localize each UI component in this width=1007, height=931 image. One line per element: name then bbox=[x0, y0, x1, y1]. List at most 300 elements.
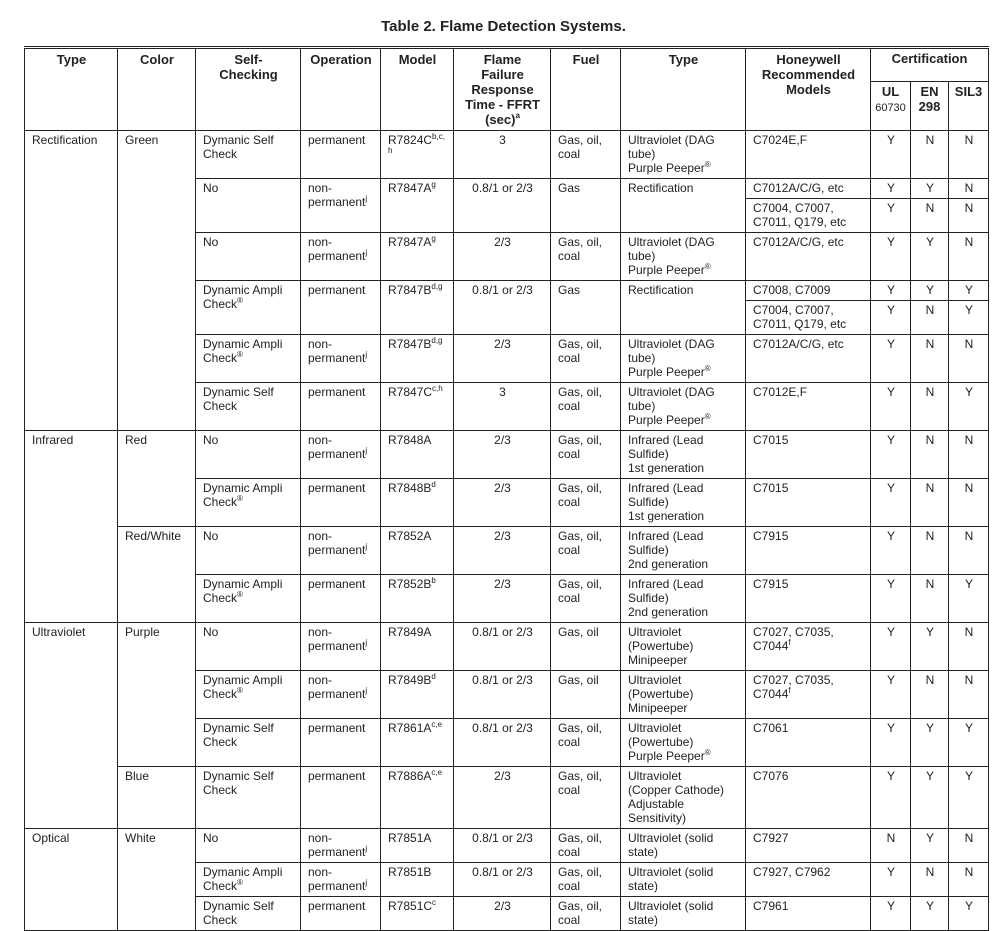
cert-sil3 bbox=[949, 897, 989, 931]
detector-type-text: Ultraviolet (Powertube) Minipeeper bbox=[628, 625, 694, 667]
self-checking-text: Dynamic Ampli Check bbox=[203, 337, 283, 365]
detector-type-text: Ultraviolet (solid state) bbox=[628, 865, 714, 893]
cert-sil3 bbox=[949, 767, 989, 829]
cert-ul-text: Y bbox=[886, 201, 895, 215]
operation-footnote: j bbox=[365, 844, 368, 853]
operation-text: permanent bbox=[308, 721, 366, 735]
sensor-type-text: Rectification bbox=[32, 133, 98, 147]
detector-type bbox=[621, 383, 746, 431]
honeywell-models-text: C7027, C7035, C7044 bbox=[753, 673, 834, 701]
table-row bbox=[25, 767, 989, 829]
model-text: R7852B bbox=[388, 577, 432, 591]
detector-type bbox=[621, 623, 746, 671]
honeywell-models bbox=[746, 335, 871, 383]
ffrt-text: 0.8/1 or 2/3 bbox=[472, 865, 533, 879]
fuel-text: Gas, oil bbox=[558, 673, 599, 687]
honeywell-models-text: C7012A/C/G, etc bbox=[753, 235, 844, 249]
model-text: R7847B bbox=[388, 283, 432, 297]
self-checking-footnote: ® bbox=[237, 686, 243, 695]
honeywell-models bbox=[746, 671, 871, 719]
detector-type-text: Ultraviolet (solid state) bbox=[628, 899, 714, 927]
honeywell-models bbox=[746, 479, 871, 527]
fuel bbox=[551, 527, 621, 575]
fuel-text: Gas, oil, coal bbox=[558, 529, 603, 557]
operation-text: permanent bbox=[308, 385, 366, 399]
honeywell-models-text: C7015 bbox=[753, 481, 789, 495]
self-checking-text: Dymanic Self Check bbox=[203, 133, 274, 161]
cert-en298-text: Y bbox=[925, 283, 934, 297]
detector-type-footnote: ® bbox=[704, 748, 711, 757]
self-checking-text: No bbox=[203, 235, 219, 249]
cert-en298-text: Y bbox=[925, 235, 934, 249]
cert-ul-text: Y bbox=[886, 577, 895, 591]
model bbox=[381, 575, 454, 623]
honeywell-models bbox=[746, 863, 871, 897]
cert-ul-text: Y bbox=[886, 721, 895, 735]
fuel-text: Gas, oil, coal bbox=[558, 831, 603, 859]
detector-type bbox=[621, 897, 746, 931]
table-row bbox=[25, 829, 989, 863]
model bbox=[381, 623, 454, 671]
honeywell-models-text: C7915 bbox=[753, 529, 789, 543]
cert-ul bbox=[871, 179, 911, 199]
operation bbox=[301, 719, 381, 767]
cert-ul-text: N bbox=[886, 831, 896, 845]
operation-footnote: j bbox=[365, 248, 368, 257]
cert-en298-text: N bbox=[925, 433, 935, 447]
cert-en298-text: N bbox=[925, 577, 935, 591]
header-ul-standard: 60730 bbox=[875, 102, 906, 114]
self-checking-text: Dynamic Ampli Check bbox=[203, 283, 283, 311]
table-row bbox=[25, 431, 989, 479]
cert-sil3-text: Y bbox=[965, 899, 974, 913]
self-checking-text: Dynamic Self Check bbox=[203, 385, 274, 413]
detector-type bbox=[621, 131, 746, 179]
model-footnote: d bbox=[431, 480, 436, 489]
cert-sil3-text: Y bbox=[965, 721, 974, 735]
detector-type-text: Ultraviolet (DAG tube) Purple Peeper bbox=[628, 235, 715, 277]
cert-ul bbox=[871, 767, 911, 829]
operation-text: permanent bbox=[308, 481, 366, 495]
operation bbox=[301, 527, 381, 575]
model-text: R7851C bbox=[388, 899, 433, 913]
header-model: Model bbox=[381, 48, 454, 131]
cert-ul-text: Y bbox=[886, 385, 895, 399]
detector-type bbox=[621, 281, 746, 335]
cert-ul-text: Y bbox=[886, 899, 895, 913]
cert-en298 bbox=[911, 767, 949, 829]
ffrt bbox=[454, 233, 551, 281]
cert-sil3 bbox=[949, 179, 989, 199]
fuel bbox=[551, 431, 621, 479]
cert-en298 bbox=[911, 829, 949, 863]
operation-footnote: j bbox=[365, 542, 368, 551]
cert-ul bbox=[871, 897, 911, 931]
header-type-detail: Type bbox=[621, 48, 746, 131]
model-footnote: b,c,h bbox=[388, 132, 445, 155]
cert-en298-text: N bbox=[925, 673, 935, 687]
fuel bbox=[551, 767, 621, 829]
model bbox=[381, 233, 454, 281]
model-text: R7849B bbox=[388, 673, 432, 687]
cert-sil3 bbox=[949, 301, 989, 335]
sensor-color-text: Green bbox=[125, 133, 159, 147]
cert-sil3-text: N bbox=[964, 337, 974, 351]
operation-footnote: j bbox=[365, 686, 368, 695]
header-ffrt-text: Flame Failure Response Time - FFRT (sec) bbox=[465, 52, 540, 127]
cert-sil3 bbox=[949, 575, 989, 623]
detector-type bbox=[621, 719, 746, 767]
ffrt bbox=[454, 479, 551, 527]
honeywell-models bbox=[746, 897, 871, 931]
operation-text: permanent bbox=[308, 283, 366, 297]
cert-ul bbox=[871, 527, 911, 575]
cert-en298 bbox=[911, 301, 949, 335]
self-checking bbox=[196, 897, 301, 931]
header-ul-label: UL bbox=[881, 84, 900, 99]
operation bbox=[301, 623, 381, 671]
fuel bbox=[551, 829, 621, 863]
fuel bbox=[551, 383, 621, 431]
cert-ul-text: Y bbox=[886, 769, 895, 783]
cert-ul bbox=[871, 431, 911, 479]
table-title: Table 2. Flame Detection Systems. bbox=[381, 18, 626, 35]
sensor-color-text: Red bbox=[125, 433, 148, 447]
model-footnote: b bbox=[431, 576, 436, 585]
ffrt bbox=[454, 179, 551, 233]
cert-en298-text: Y bbox=[925, 181, 934, 195]
self-checking bbox=[196, 233, 301, 281]
cert-ul-text: Y bbox=[886, 865, 895, 879]
model-text: R7847A bbox=[388, 181, 432, 195]
cert-sil3-text: N bbox=[964, 625, 974, 639]
header-type: Type bbox=[25, 48, 118, 131]
cert-en298-text: N bbox=[925, 133, 935, 147]
self-checking-footnote: ® bbox=[237, 590, 243, 599]
fuel-text: Gas, oil, coal bbox=[558, 481, 603, 509]
cert-ul-text: Y bbox=[886, 235, 895, 249]
detector-type bbox=[621, 767, 746, 829]
self-checking-footnote: ® bbox=[237, 296, 243, 305]
fuel bbox=[551, 233, 621, 281]
detector-type bbox=[621, 335, 746, 383]
sensor-color bbox=[118, 767, 196, 829]
cert-ul-text: Y bbox=[886, 625, 895, 639]
operation-text: non-permanent bbox=[308, 831, 366, 859]
cert-ul bbox=[871, 829, 911, 863]
cert-en298-text: N bbox=[925, 481, 935, 495]
operation-text: non-permanent bbox=[308, 337, 366, 365]
model bbox=[381, 527, 454, 575]
honeywell-models-text: C7076 bbox=[753, 769, 789, 783]
cert-sil3-text: Y bbox=[965, 769, 974, 783]
self-checking-footnote: ® bbox=[237, 878, 243, 887]
honeywell-models bbox=[746, 281, 871, 301]
model-text: R7852A bbox=[388, 529, 432, 543]
sensor-color-text: White bbox=[125, 831, 156, 845]
operation-text: permanent bbox=[308, 769, 366, 783]
ffrt bbox=[454, 829, 551, 863]
ffrt bbox=[454, 671, 551, 719]
cert-en298 bbox=[911, 431, 949, 479]
self-checking-text: Dymanic Ampli Check bbox=[203, 865, 283, 893]
cert-en298-text: Y bbox=[925, 721, 934, 735]
cert-sil3-text: N bbox=[964, 481, 974, 495]
cert-sil3 bbox=[949, 335, 989, 383]
ffrt-text: 3 bbox=[499, 133, 506, 147]
header-ffrt bbox=[454, 48, 551, 131]
honeywell-models-text: C7915 bbox=[753, 577, 789, 591]
ffrt bbox=[454, 527, 551, 575]
sensor-type bbox=[25, 431, 118, 623]
operation-footnote: j bbox=[365, 638, 368, 647]
self-checking bbox=[196, 431, 301, 479]
ffrt bbox=[454, 897, 551, 931]
self-checking bbox=[196, 575, 301, 623]
cert-en298 bbox=[911, 281, 949, 301]
self-checking-footnote: ® bbox=[237, 350, 243, 359]
operation-footnote: j bbox=[365, 194, 368, 203]
ffrt bbox=[454, 575, 551, 623]
operation-footnote: j bbox=[365, 350, 368, 359]
detector-type bbox=[621, 527, 746, 575]
fuel-text: Gas, oil, coal bbox=[558, 899, 603, 927]
honeywell-models bbox=[746, 431, 871, 479]
header-fuel: Fuel bbox=[551, 48, 621, 131]
operation-text: non-permanent bbox=[308, 181, 366, 209]
honeywell-models bbox=[746, 383, 871, 431]
model-footnote: c bbox=[432, 898, 437, 907]
model bbox=[381, 335, 454, 383]
honeywell-models bbox=[746, 527, 871, 575]
cert-sil3 bbox=[949, 431, 989, 479]
cert-ul bbox=[871, 233, 911, 281]
model-text: R7851B bbox=[388, 865, 432, 879]
detector-type-text: Infrared (Lead Sulfide) 2nd generation bbox=[628, 529, 709, 571]
fuel bbox=[551, 863, 621, 897]
fuel bbox=[551, 335, 621, 383]
fuel-text: Gas, oil, coal bbox=[558, 577, 603, 605]
table-row bbox=[25, 527, 989, 575]
cert-en298 bbox=[911, 575, 949, 623]
operation-text: non-permanent bbox=[308, 625, 366, 653]
cert-ul bbox=[871, 719, 911, 767]
fuel bbox=[551, 281, 621, 335]
cert-sil3 bbox=[949, 131, 989, 179]
detector-type-footnote: ® bbox=[704, 160, 711, 169]
ffrt-text: 0.8/1 or 2/3 bbox=[472, 625, 533, 639]
detector-type bbox=[621, 179, 746, 233]
cert-ul bbox=[871, 383, 911, 431]
operation-text: non-permanent bbox=[308, 673, 366, 701]
self-checking-text: No bbox=[203, 625, 219, 639]
detector-type-text: Infrared (Lead Sulfide) 1st generation bbox=[628, 433, 705, 475]
table-row bbox=[25, 131, 989, 179]
self-checking-text: No bbox=[203, 181, 219, 195]
cert-ul bbox=[871, 301, 911, 335]
self-checking bbox=[196, 623, 301, 671]
detector-type bbox=[621, 575, 746, 623]
self-checking bbox=[196, 767, 301, 829]
detector-type bbox=[621, 479, 746, 527]
flame-detection-table bbox=[24, 46, 989, 931]
honeywell-models-text: C7012A/C/G, etc bbox=[753, 181, 844, 195]
honeywell-models-text: C7027, C7035, C7044 bbox=[753, 625, 834, 653]
honeywell-models-footnote: f bbox=[788, 686, 791, 695]
cert-sil3-text: N bbox=[964, 831, 974, 845]
honeywell-models-text: C7008, C7009 bbox=[753, 283, 831, 297]
cert-sil3 bbox=[949, 829, 989, 863]
header-honeywell-models: Honeywell Recommended Models bbox=[746, 48, 871, 131]
ffrt-text: 2/3 bbox=[494, 433, 511, 447]
cert-en298 bbox=[911, 527, 949, 575]
cert-sil3-text: N bbox=[964, 673, 974, 687]
header-self-checking: Self- Checking bbox=[196, 48, 301, 131]
self-checking-text: Dynamic Self Check bbox=[203, 769, 274, 797]
honeywell-models-text: C7004, C7007, C7011, Q179, etc bbox=[753, 303, 847, 331]
fuel-text: Gas, oil, coal bbox=[558, 337, 603, 365]
fuel bbox=[551, 671, 621, 719]
honeywell-models bbox=[746, 131, 871, 179]
operation bbox=[301, 179, 381, 233]
cert-en298 bbox=[911, 131, 949, 179]
honeywell-models-text: C7015 bbox=[753, 433, 789, 447]
operation bbox=[301, 233, 381, 281]
cert-sil3 bbox=[949, 719, 989, 767]
self-checking bbox=[196, 479, 301, 527]
ffrt-text: 2/3 bbox=[494, 235, 511, 249]
model bbox=[381, 479, 454, 527]
fuel-text: Gas, oil, coal bbox=[558, 385, 603, 413]
cert-sil3-text: N bbox=[964, 181, 974, 195]
detector-type-text: Ultraviolet (DAG tube) Purple Peeper bbox=[628, 385, 715, 427]
honeywell-models bbox=[746, 179, 871, 199]
model-text: R7851A bbox=[388, 831, 432, 845]
operation-text: permanent bbox=[308, 133, 366, 147]
cert-en298-text: Y bbox=[925, 769, 934, 783]
header-en298: EN 298 bbox=[911, 82, 949, 131]
operation bbox=[301, 767, 381, 829]
operation bbox=[301, 863, 381, 897]
sensor-type bbox=[25, 131, 118, 431]
cert-sil3-text: N bbox=[964, 235, 974, 249]
self-checking bbox=[196, 281, 301, 335]
ffrt bbox=[454, 623, 551, 671]
cert-en298 bbox=[911, 897, 949, 931]
cert-en298 bbox=[911, 179, 949, 199]
self-checking bbox=[196, 671, 301, 719]
operation-text: non-permanent bbox=[308, 433, 366, 461]
cert-ul bbox=[871, 623, 911, 671]
model-footnote: c,e bbox=[431, 720, 443, 729]
model bbox=[381, 131, 454, 179]
detector-type-text: Ultraviolet (Powertube) Purple Peeper bbox=[628, 721, 705, 763]
cert-en298 bbox=[911, 335, 949, 383]
model-text: R7849A bbox=[388, 625, 432, 639]
cert-ul-text: Y bbox=[886, 133, 895, 147]
cert-ul bbox=[871, 671, 911, 719]
sensor-color bbox=[118, 527, 196, 623]
fuel-text: Gas, oil, coal bbox=[558, 433, 603, 461]
fuel bbox=[551, 897, 621, 931]
model bbox=[381, 767, 454, 829]
cert-sil3-text: N bbox=[964, 529, 974, 543]
detector-type bbox=[621, 671, 746, 719]
model bbox=[381, 383, 454, 431]
model-footnote: d,g bbox=[431, 336, 443, 345]
ffrt-text: 0.8/1 or 2/3 bbox=[472, 831, 533, 845]
cert-en298 bbox=[911, 623, 949, 671]
honeywell-models-text: C7961 bbox=[753, 899, 789, 913]
cert-sil3-text: Y bbox=[965, 303, 974, 317]
detector-type-text: Ultraviolet (DAG tube) Purple Peeper bbox=[628, 337, 715, 379]
cert-sil3-text: N bbox=[964, 433, 974, 447]
cert-en298-text: N bbox=[925, 865, 935, 879]
header-color: Color bbox=[118, 48, 196, 131]
sensor-type bbox=[25, 829, 118, 931]
table-body bbox=[25, 131, 989, 931]
operation bbox=[301, 281, 381, 335]
sensor-color-text: Red/White bbox=[125, 529, 182, 543]
header-operation: Operation bbox=[301, 48, 381, 131]
cert-en298 bbox=[911, 479, 949, 527]
ffrt-text: 0.8/1 or 2/3 bbox=[472, 721, 533, 735]
cert-sil3-text: N bbox=[964, 865, 974, 879]
honeywell-models-footnote: f bbox=[788, 638, 791, 647]
ffrt-text: 2/3 bbox=[494, 481, 511, 495]
honeywell-models-text: C7927, C7962 bbox=[753, 865, 831, 879]
self-checking-text: Dynamic Ampli Check bbox=[203, 673, 283, 701]
sensor-type bbox=[25, 623, 118, 829]
honeywell-models-text: C7012A/C/G, etc bbox=[753, 337, 844, 351]
cert-en298-text: N bbox=[925, 385, 935, 399]
self-checking bbox=[196, 527, 301, 575]
cert-en298 bbox=[911, 233, 949, 281]
self-checking bbox=[196, 719, 301, 767]
model bbox=[381, 281, 454, 335]
model-footnote: g bbox=[431, 180, 436, 189]
model bbox=[381, 431, 454, 479]
model bbox=[381, 863, 454, 897]
cert-sil3 bbox=[949, 199, 989, 233]
ffrt bbox=[454, 863, 551, 897]
fuel-text: Gas, oil, coal bbox=[558, 769, 603, 797]
self-checking bbox=[196, 335, 301, 383]
cert-sil3 bbox=[949, 671, 989, 719]
fuel bbox=[551, 623, 621, 671]
cert-en298-text: Y bbox=[925, 899, 934, 913]
fuel-text: Gas, oil bbox=[558, 625, 599, 639]
cert-en298-text: N bbox=[925, 201, 935, 215]
cert-ul bbox=[871, 199, 911, 233]
ffrt bbox=[454, 431, 551, 479]
table-row bbox=[25, 623, 989, 671]
header-ul bbox=[871, 82, 911, 131]
cert-sil3 bbox=[949, 383, 989, 431]
ffrt bbox=[454, 767, 551, 829]
ffrt bbox=[454, 335, 551, 383]
model bbox=[381, 671, 454, 719]
honeywell-models-text: C7004, C7007, C7011, Q179, etc bbox=[753, 201, 847, 229]
model-text: R7861A bbox=[388, 721, 432, 735]
cert-ul bbox=[871, 479, 911, 527]
self-checking-footnote: ® bbox=[237, 494, 243, 503]
sensor-color bbox=[118, 431, 196, 527]
detector-type-text: Ultraviolet (DAG tube) Purple Peeper bbox=[628, 133, 715, 175]
honeywell-models-text: C7024E,F bbox=[753, 133, 808, 147]
cert-ul-text: Y bbox=[886, 283, 895, 297]
self-checking-text: No bbox=[203, 529, 219, 543]
